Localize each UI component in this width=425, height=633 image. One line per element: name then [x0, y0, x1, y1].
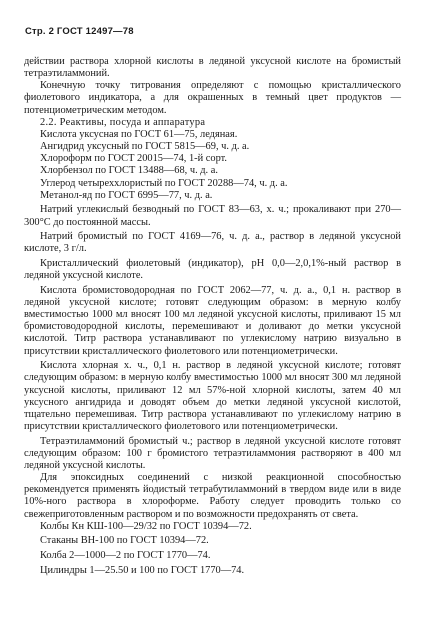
paragraph: Углерод четыреххлористый по ГОСТ 20288—74, ч. д. а. [40, 177, 288, 189]
paragraph: Хлорбензол по ГОСТ 13488—68, ч. д. а. [40, 165, 218, 177]
paragraph: Колба 2—1000—2 по ГОСТ 1770—74. [40, 550, 211, 562]
paragraph: Для эпоксидных соединений с низкой реакционной способностью рекомендуется применять йодистый тетрабутиламмоний в твердом виде или в виде 10%-ного раствора в хлороформе. Работу следует проводить только со свежеприготовленным раствором и по возможности предохранять от света. [24, 472, 401, 520]
paragraph: Хлороформ по ГОСТ 20015—74, 1-й сорт. [40, 153, 228, 165]
paragraph: Метанол-яд по ГОСТ 6995—77, ч. д. а. [40, 189, 213, 201]
paragraph: Конечную точку титрования определяют с помощью кристаллического фиолетового индикатора, а для окрашенных в темный цвет продуктов — потенциометрическим методом. [24, 80, 401, 116]
page-header: Стр. 2 ГОСТ 12497—78 [25, 26, 134, 37]
paragraph: Натрий бромистый по ГОСТ 4169—76, ч. д. а., раствор в ледяной уксусной кислоте, 3 г/л. [24, 231, 401, 255]
paragraph: Колбы Кн КШ-100—29/32 по ГОСТ 10394—72. [40, 520, 252, 532]
section-heading: 2.2. Реактивы, посуда и аппаратура [40, 116, 206, 128]
paragraph: Кристаллический фиолетовый (индикатор), рН 0,0—2,0,1%-ный раствор в ледяной уксусной кислоте. [24, 258, 401, 282]
paragraph: Тетраэтиламмоний бромистый ч.; раствор в ледяной уксусной кислоте готовят следующим образом: 100 г бромистого тетраэтиламмония растворяют в 400 мл ледяной уксусной кислоты. [24, 435, 401, 471]
paragraph: Стаканы ВН-100 по ГОСТ 10394—72. [40, 535, 209, 547]
paragraph: действии раствора хлорной кислоты в ледяной уксусной кислоте на бромистый тетраэтиламмоний. [24, 56, 401, 80]
paragraph: Цилиндры 1—25.50 и 100 по ГОСТ 1770—74. [40, 564, 245, 576]
paragraph: Кислота уксусная по ГОСТ 61—75, ледяная. [40, 128, 238, 140]
paragraph: Натрий углекислый безводный по ГОСТ 83—63, х. ч.; прокаливают при 270—300°С до постоянной массы. [24, 204, 401, 228]
paragraph: Ангидрид уксусный по ГОСТ 5815—69, ч. д. а. [40, 141, 250, 153]
document-body [24, 56, 401, 577]
paragraph: Кислота хлорная х. ч., 0,1 н. раствор в ледяной уксусной кислоте; готовят следующим образом: в мерную колбу вместимостью 1000 мл вносят 300 мл ледяной уксусной кислоты, приливают 12 мл 57%-ной хлорной кислоты, затем 40 мл уксусного ангидрида и доводят объем до метки ледяной уксусной кислотой, тщательно перемешивая. Титр раствора устанавливают по углекислому натрию в присутствии кристаллического фиолетового или потенциометрически. [24, 360, 401, 433]
paragraph: Кислота бромистоводородная по ГОСТ 2062—77, ч. д. а., 0,1 н. раствор в ледяной уксусной кислоте; готовят следующим образом: в мерную колбу вместимостью 1000 мл вносят 100 мл ледяной уксусной кислоты, приливают 15 мл бромистоводородной кислоты, перемешивают и доливают до метки уксусной кислотой. Титр раствора устанавливают по углекислому натрию визуально в присутствии кристаллического фиолетового или потенциометрически. [24, 284, 401, 357]
